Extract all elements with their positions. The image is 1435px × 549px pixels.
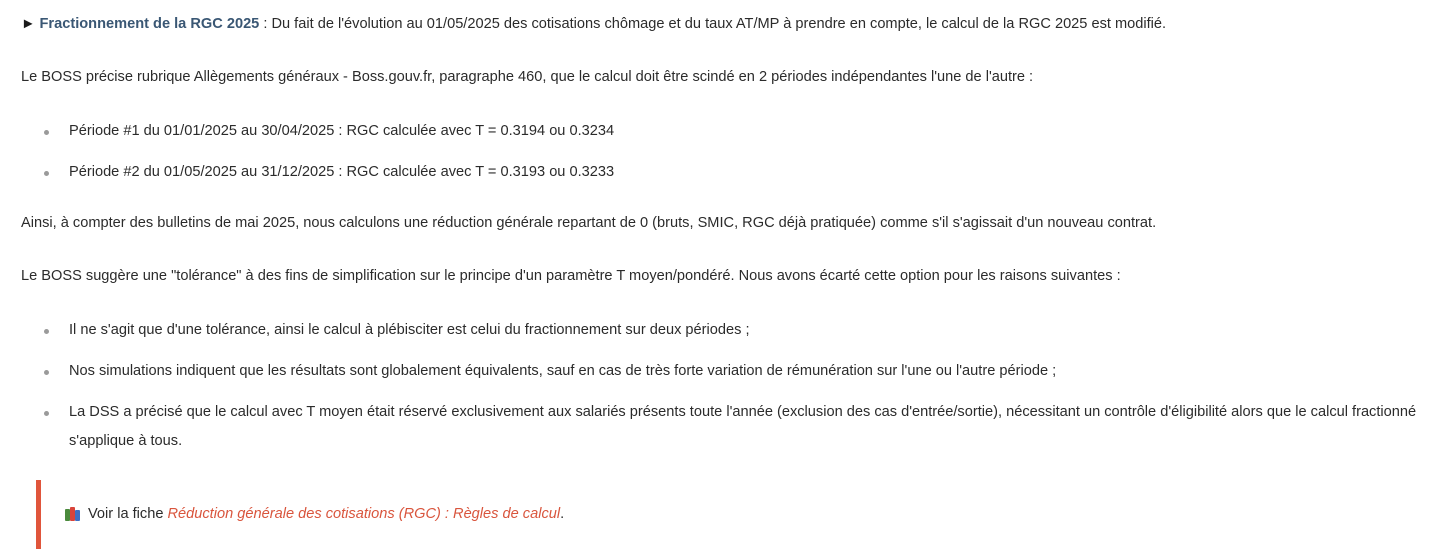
reasons-list: [44, 316, 1422, 468]
list-item: La DSS a précisé que le calcul avec T moyen était réservé exclusivement aux salariés présents toute l'année (exclusion des cas d'entrée/sortie), nécessitant un contrôle d'éligibilité alors que le calcul fractionné s'applique à tous.: [44, 398, 1422, 456]
tolerance-paragraph: Le BOSS suggère une "tolérance" à des fins de simplification sur le principe d'un paramètre T moyen/pondéré. Nous avons écarté cette option pour les raisons suivantes :: [21, 268, 1121, 284]
list-item: Période #1 du 01/01/2025 au 30/04/2025 : RGC calculée avec T = 0.3194 ou 0.3234: [44, 117, 1422, 158]
see-also-callout: [36, 480, 1401, 549]
intro-title: Fractionnement de la RGC 2025: [39, 16, 260, 32]
bullet-icon: [44, 370, 49, 375]
bullet-icon: [44, 411, 49, 416]
bullet-icon: [44, 329, 49, 334]
list-item: Période #2 du 01/05/2025 au 31/12/2025 : RGC calculée avec T = 0.3193 ou 0.3233: [44, 158, 1422, 199]
list-item: Nos simulations indiquent que les résultats sont globalement équivalents, sauf en cas de très forte variation de rémunération sur l'une ou l'autre période ;: [44, 357, 1422, 386]
intro-text: : Du fait de l'évolution au 01/05/2025 des cotisations chômage et du taux AT/MP à prendre en compte, le calcul de la RGC 2025 est modifié.: [259, 16, 1167, 32]
boss-paragraph: Le BOSS précise rubrique Allègements généraux - Boss.gouv.fr, paragraphe 460, que le calcul doit être scindé en 2 périodes indépendantes l'une de l'autre :: [21, 69, 1034, 85]
rgc-rules-link[interactable]: Réduction générale des cotisations (RGC) : Règles de calcul: [167, 506, 561, 522]
list-item: Il ne s'agit que d'une tolérance, ainsi le calcul à plébisciter est celui du fractionnement sur deux périodes ;: [44, 316, 1422, 345]
may-paragraph: Ainsi, à compter des bulletins de mai 2025, nous calculons une réduction générale repartant de 0 (bruts, SMIC, RGC déjà pratiquée) comme s'il s'agissait d'un nouveau contrat.: [21, 215, 1157, 231]
books-icon: [65, 507, 82, 521]
callout-suffix: .: [560, 506, 565, 522]
bullet-icon: [44, 130, 49, 135]
bullet-icon: [44, 171, 49, 176]
intro-paragraph: [21, 16, 1166, 32]
periods-list: [44, 117, 1422, 199]
arrow-icon: ►: [21, 16, 36, 32]
callout-prefix: Voir la fiche: [88, 506, 168, 522]
callout-content: [65, 506, 564, 522]
